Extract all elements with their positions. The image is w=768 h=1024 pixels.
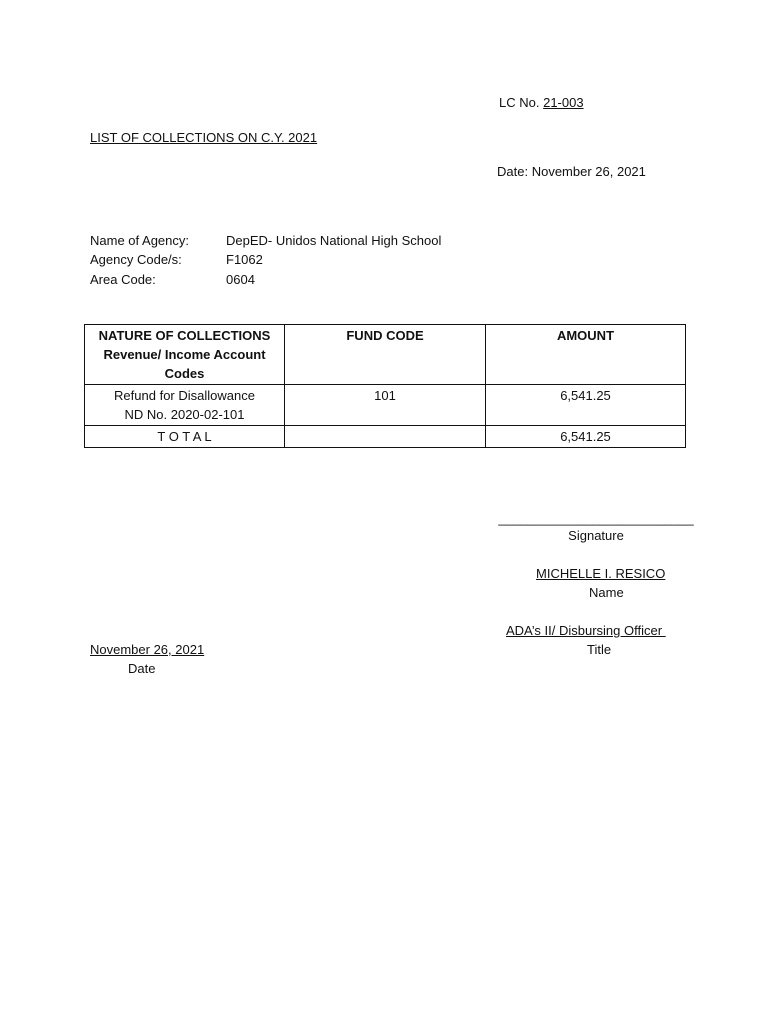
amount-cell: 6,541.25 (486, 385, 686, 426)
total-row (85, 426, 686, 448)
signatory-name-label: Name (589, 585, 624, 600)
agency-code-value: F1062 (226, 252, 263, 267)
total-amount: 6,541.25 (486, 426, 686, 448)
nature-cell (85, 385, 285, 426)
fund-code-cell: 101 (285, 385, 486, 426)
signatory-title: ADA’s II/ Disbursing Officer (506, 623, 666, 638)
agency-code-label: Agency Code/s: (90, 252, 182, 267)
document-title: LIST OF COLLECTIONS ON C.Y. 2021 (90, 130, 318, 145)
lc-number-value: 21-003 (543, 95, 584, 110)
document-date-label: Date: (497, 164, 529, 179)
lc-number-label: LC No. (499, 95, 540, 110)
nature-cell-line2: ND No. 2020-02-101 (124, 407, 245, 422)
nature-header (85, 325, 285, 385)
signatory-title-label: Title (587, 642, 612, 657)
nature-header-line1: NATURE OF COLLECTIONS (98, 328, 271, 343)
collections-table (84, 324, 686, 448)
agency-name-row (90, 233, 441, 248)
signature-label: Signature (568, 528, 624, 543)
nature-header-line2: Revenue/ Income Account (103, 347, 266, 362)
agency-name-value: DepED- Unidos National High School (226, 233, 442, 248)
agency-name-label: Name of Agency: (90, 233, 189, 248)
footer-date-label: Date (128, 661, 156, 676)
total-fund-code (285, 426, 486, 448)
signature-line: ___________________________ (498, 511, 694, 526)
area-code-row (90, 272, 255, 287)
document-date-value: November 26, 2021 (531, 164, 646, 179)
area-code-label: Area Code: (90, 272, 156, 287)
total-label: T O T A L (85, 426, 285, 448)
footer-date-value: November 26, 2021 (90, 642, 205, 657)
nature-cell-line1: Refund for Disallowance (114, 388, 255, 403)
lc-number-line (499, 95, 584, 110)
fund-code-header: FUND CODE (285, 325, 486, 385)
signatory-name: MICHELLE I. RESICO (536, 566, 666, 581)
agency-code-row (90, 252, 263, 267)
table-header-row (85, 325, 686, 385)
document-date-line (497, 164, 646, 179)
area-code-value: 0604 (226, 272, 255, 287)
table-row (85, 385, 686, 426)
amount-header: AMOUNT (486, 325, 686, 385)
nature-header-line3: Codes (164, 366, 205, 381)
